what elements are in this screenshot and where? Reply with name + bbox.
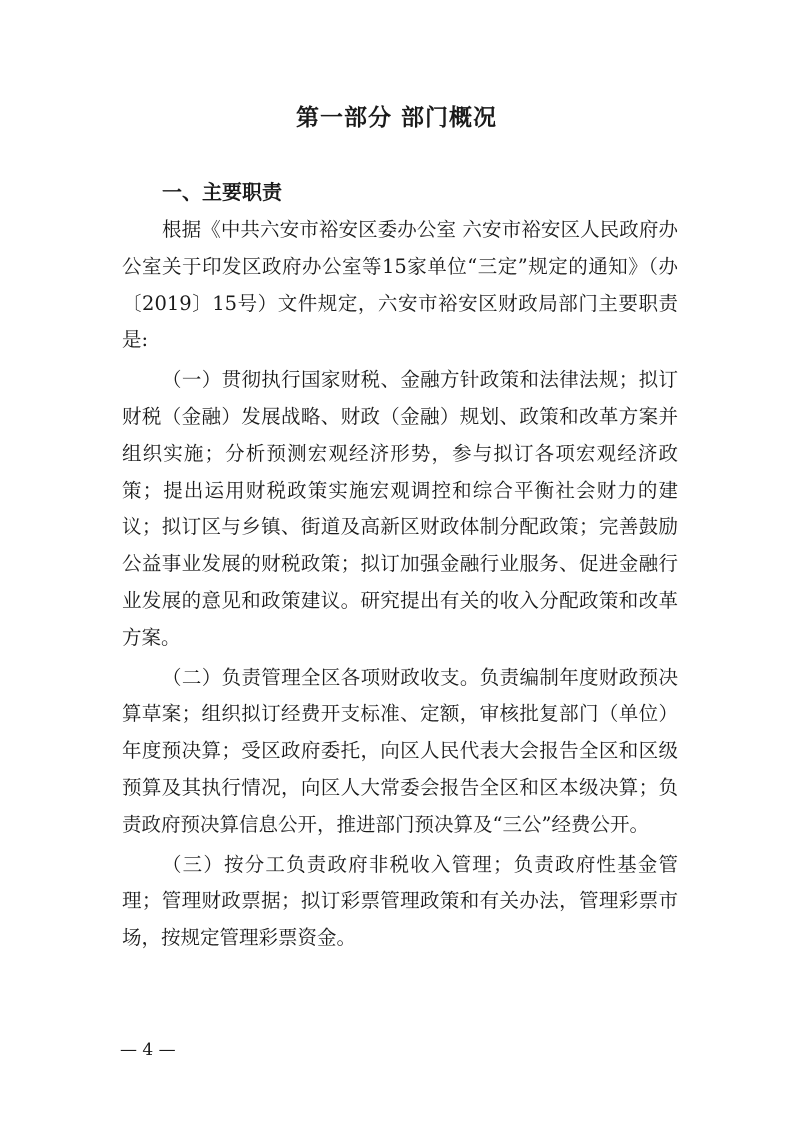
paragraph-duty-3: （三）按分工负责政府非税收入管理；负责政府性基金管理；管理财政票据；拟订彩票管理政策和有关办法，管理彩票市场，按规定管理彩票资金。	[122, 852, 678, 950]
paragraph-duty-1: （一）贯彻执行国家财税、金融方针政策和法律法规；拟订财税（金融）发展战略、财政（金融）规划、政策和改革方案并组织实施；分析预测宏观经济形势，参与拟订各项宏观经济政策；提出运用财税政策实施宏观调控和综合平衡社会财力的建议；拟订区与乡镇、街道及高新区财政体制分配政策；完善鼓励公益事业发展的财税政策；拟订加强金融行业服务、促进金融行业发展的意见和政策建议。研究提出有关的收入分配政策和改革方案。	[122, 368, 678, 649]
page-title: 第一部分 部门概况	[295, 105, 497, 131]
paragraph-intro: 根据《中共六安市裕安区委办公室 六安市裕安区人民政府办公室关于印发区政府办公室等15家单位“三定”规定的通知》（办〔2019〕15号）文件规定，六安市裕安区财政局部门主要职责是:	[122, 218, 678, 352]
body-text	[122, 212, 678, 960]
page-number: — 4 —	[120, 1040, 176, 1060]
paragraph-duty-2: （二）负责管理全区各项财政收支。负责编制年度财政预决算草案；组织拟订经费开支标准、定额，审核批复部门（单位）年度预决算；受区政府委托，向区人民代表大会报告全区和区级预算及其执行情况，向区人大常委会报告全区和区本级决算；负责政府预决算信息公开，推进部门预决算及“三公”经费公开。	[122, 665, 678, 836]
section-heading: 一、主要职责	[162, 180, 282, 204]
